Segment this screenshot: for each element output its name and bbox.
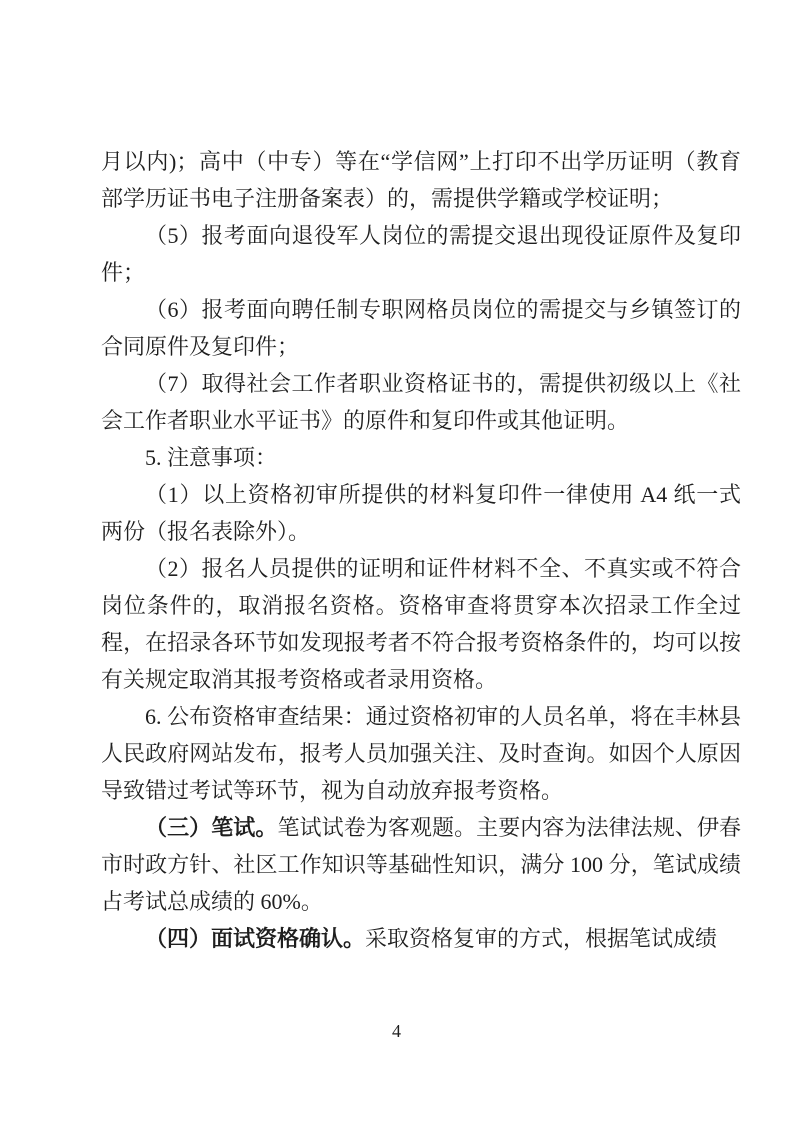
paragraph-lead: （三）笔试。: [145, 815, 278, 840]
paragraph: （6）报考面向聘任制专职网格员岗位的需提交与乡镇签订的合同原件及复印件；: [101, 297, 741, 359]
document-body: [101, 143, 741, 957]
paragraph-lead: （四）面试资格确认。: [145, 926, 366, 951]
paragraph: （四）面试资格确认。采取资格复审的方式，根据笔试成绩: [145, 926, 718, 951]
page-number: 4: [392, 1021, 401, 1041]
paragraph: 6. 公布资格审查结果：通过资格初审的人员名单，将在丰林县人民政府网站发布，报考人员加强关注、及时查询。如因个人原因导致错过考试等环节，视为自动放弃报考资格。: [101, 704, 741, 803]
paragraph: （5）报考面向退役军人岗位的需提交退出现役证原件及复印件；: [101, 223, 741, 285]
paragraph: （1）以上资格初审所提供的材料复印件一律使用 A4 纸一式两份（报名表除外）。: [101, 482, 741, 544]
paragraph: （7）取得社会工作者职业资格证书的，需提供初级以上《社会工作者职业水平证书》的原件和复印件或其他证明。: [101, 371, 741, 433]
paragraph: 月以内)；高中（中专）等在“学信网”上打印不出学历证明（教育部学历证书电子注册备案表）的，需提供学籍或学校证明；: [101, 149, 741, 211]
paragraph: 5. 注意事项：: [145, 445, 278, 470]
paragraph: （三）笔试。笔试试卷为客观题。主要内容为法律法规、伊春市时政方针、社区工作知识等基础性知识，满分 100 分，笔试成绩占考试总成绩的 60%。: [101, 815, 741, 914]
paragraph: （2）报名人员提供的证明和证件材料不全、不真实或不符合岗位条件的，取消报名资格。资格审查将贯穿本次招录工作全过程，在招录各环节如发现报考者不符合报考资格条件的，均可以按有关规定取消其报考资格或者录用资格。: [101, 556, 741, 692]
